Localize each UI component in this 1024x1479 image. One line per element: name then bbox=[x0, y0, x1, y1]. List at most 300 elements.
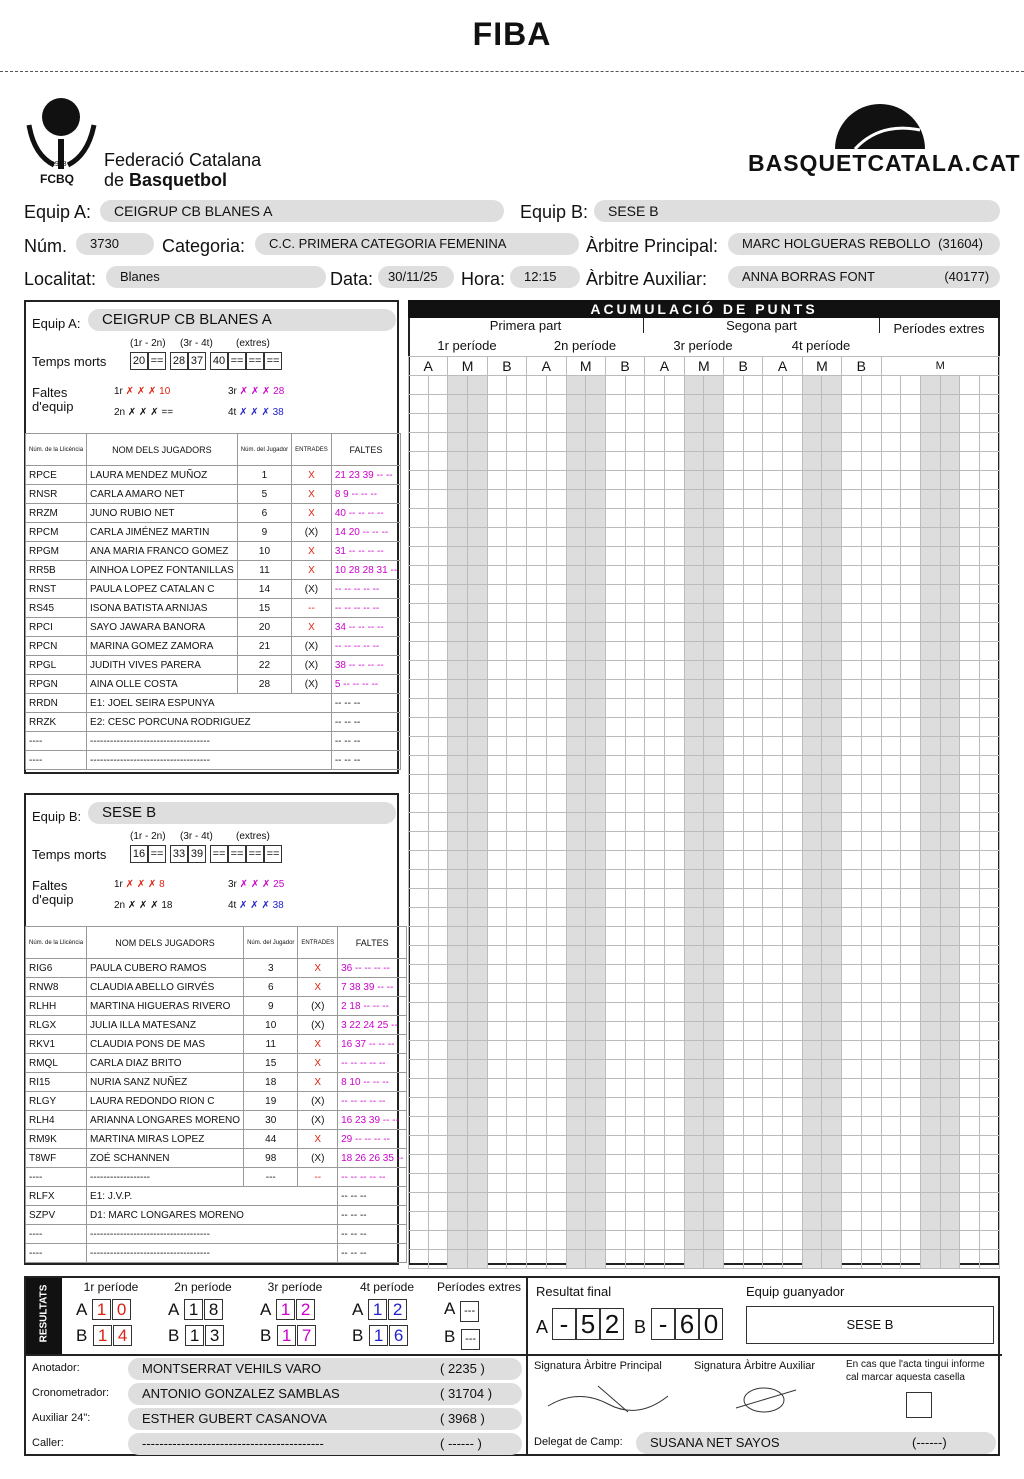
grid-cell bbox=[783, 490, 803, 509]
grid-cell bbox=[920, 756, 940, 775]
grid-cell bbox=[842, 718, 862, 737]
teamB-timeouts bbox=[130, 845, 282, 863]
grid-cell bbox=[566, 566, 586, 585]
grid-cell bbox=[822, 433, 842, 452]
grid-cell bbox=[763, 604, 783, 623]
grid-cell bbox=[664, 490, 684, 509]
grid-cell bbox=[605, 775, 625, 794]
grid-cell bbox=[881, 452, 901, 471]
equipA-field[interactable]: CEIGRUP CB BLANES A bbox=[100, 200, 504, 222]
grid-cell bbox=[586, 1060, 606, 1079]
grid-cell bbox=[920, 1098, 940, 1117]
grid-cell bbox=[448, 1155, 468, 1174]
grid-cell bbox=[901, 490, 921, 509]
grid-cell bbox=[527, 1022, 547, 1041]
grid-cell bbox=[743, 1250, 763, 1269]
grid-cell bbox=[409, 756, 429, 775]
aux-referee-field[interactable] bbox=[728, 266, 1000, 288]
grid-cell bbox=[625, 585, 645, 604]
date-field[interactable]: 30/11/25 bbox=[378, 266, 454, 288]
grid-row bbox=[409, 775, 1000, 794]
grid-cell bbox=[507, 699, 527, 718]
grid-cell bbox=[527, 1098, 547, 1117]
grid-cell bbox=[645, 813, 665, 832]
grid-cell bbox=[783, 870, 803, 889]
official-name-field[interactable]: ANTONIO GONZALEZ SAMBLAS ( 31704 ) bbox=[128, 1383, 522, 1405]
grid-cell bbox=[724, 737, 744, 756]
grid-cell bbox=[940, 452, 960, 471]
hour-field[interactable]: 12:15 bbox=[510, 266, 580, 288]
grid-cell bbox=[822, 1079, 842, 1098]
staff-fouls: -- -- -- bbox=[331, 751, 400, 770]
grid-cell bbox=[625, 927, 645, 946]
grid-cell bbox=[428, 832, 448, 851]
grid-cell bbox=[920, 433, 940, 452]
team-letter: A bbox=[76, 1300, 92, 1319]
grid-cell bbox=[664, 946, 684, 965]
grid-cell bbox=[802, 984, 822, 1003]
grid-cell bbox=[487, 1117, 507, 1136]
grid-cell bbox=[704, 908, 724, 927]
grid-cell bbox=[861, 585, 881, 604]
grid-cell bbox=[428, 661, 448, 680]
grid-cell bbox=[704, 813, 724, 832]
grid-cell bbox=[763, 927, 783, 946]
period-score-box: 2 bbox=[296, 1299, 315, 1320]
grid-cell bbox=[724, 604, 744, 623]
period-score-box: 1 bbox=[185, 1325, 204, 1346]
grid-cell bbox=[664, 376, 684, 395]
grid-cell bbox=[802, 699, 822, 718]
grid-cell bbox=[605, 414, 625, 433]
grid-cell bbox=[979, 604, 999, 623]
player-number: 1 bbox=[237, 466, 291, 485]
grid-cell bbox=[842, 604, 862, 623]
grid-cell bbox=[605, 547, 625, 566]
grid-cell bbox=[586, 490, 606, 509]
grid-cell bbox=[979, 870, 999, 889]
grid-cell bbox=[881, 851, 901, 870]
grid-cell bbox=[743, 395, 763, 414]
grid-cell bbox=[428, 376, 448, 395]
grid-cell bbox=[448, 813, 468, 832]
equipB-field[interactable]: SESE B bbox=[594, 200, 1000, 222]
grid-cell bbox=[861, 1136, 881, 1155]
grid-cell bbox=[428, 1174, 448, 1193]
grid-cell bbox=[822, 984, 842, 1003]
grid-cell bbox=[901, 1250, 921, 1269]
grid-cell bbox=[664, 984, 684, 1003]
grid-cell bbox=[645, 794, 665, 813]
grid-cell bbox=[842, 1098, 862, 1117]
grid-cell bbox=[783, 1250, 803, 1269]
player-row bbox=[26, 1111, 407, 1130]
staff-licence: RRZK bbox=[26, 713, 87, 732]
grid-cell bbox=[468, 965, 488, 984]
team-letter: B bbox=[444, 1327, 461, 1346]
grid-cell bbox=[802, 756, 822, 775]
grid-cell bbox=[940, 395, 960, 414]
player-row bbox=[26, 561, 401, 580]
grid-cell bbox=[783, 661, 803, 680]
grid-cell bbox=[940, 585, 960, 604]
grid-cell bbox=[783, 680, 803, 699]
timeout-box: == bbox=[148, 352, 166, 370]
player-entry: (X) bbox=[298, 1016, 338, 1035]
grid-cell bbox=[881, 946, 901, 965]
grid-cell bbox=[842, 1003, 862, 1022]
grid-cell bbox=[684, 585, 704, 604]
player-row bbox=[26, 1035, 407, 1054]
player-fouls: 7 38 39 -- -- bbox=[338, 978, 407, 997]
grid-cell bbox=[566, 699, 586, 718]
grid-cell bbox=[920, 737, 940, 756]
grid-cell bbox=[566, 756, 586, 775]
grid-cell bbox=[487, 870, 507, 889]
grid-cell bbox=[920, 661, 940, 680]
report-checkbox[interactable] bbox=[906, 1392, 932, 1418]
team-letter: A bbox=[444, 1299, 460, 1318]
grid-cell bbox=[527, 775, 547, 794]
grid-cell bbox=[566, 794, 586, 813]
grid-cell bbox=[586, 813, 606, 832]
team-letter: B bbox=[352, 1326, 369, 1345]
grid-cell bbox=[527, 1079, 547, 1098]
fed-line2a: de bbox=[104, 170, 130, 190]
grid-cell bbox=[704, 927, 724, 946]
grid-cell bbox=[822, 813, 842, 832]
grid-cell bbox=[625, 851, 645, 870]
grid-cell bbox=[409, 794, 429, 813]
grid-cell bbox=[507, 737, 527, 756]
grid-cell bbox=[468, 414, 488, 433]
teamB-panel bbox=[24, 793, 404, 1265]
grid-cell bbox=[468, 452, 488, 471]
grid-cell bbox=[861, 680, 881, 699]
grid-cell bbox=[664, 813, 684, 832]
grid-cell bbox=[842, 566, 862, 585]
grid-cell bbox=[842, 851, 862, 870]
delegate-field[interactable]: SUSANA NET SAYOS (------) bbox=[636, 1432, 996, 1454]
grid-cell bbox=[645, 642, 665, 661]
grid-cell bbox=[979, 490, 999, 509]
grid-cell bbox=[625, 1231, 645, 1250]
grid-cell bbox=[527, 1231, 547, 1250]
grid-cell bbox=[527, 1136, 547, 1155]
player-row bbox=[26, 978, 407, 997]
grid-row bbox=[409, 851, 1000, 870]
player-number: 9 bbox=[237, 523, 291, 542]
grid-cell bbox=[743, 604, 763, 623]
grid-cell bbox=[881, 756, 901, 775]
grid-cell bbox=[822, 737, 842, 756]
grid-cell bbox=[428, 965, 448, 984]
grid-cell bbox=[566, 908, 586, 927]
grid-cell bbox=[409, 1079, 429, 1098]
col-header: FALTES bbox=[338, 927, 407, 959]
player-name: MARINA GOMEZ ZAMORA bbox=[87, 637, 238, 656]
grid-cell bbox=[428, 1098, 448, 1117]
player-name: ANA MARIA FRANCO GOMEZ bbox=[87, 542, 238, 561]
grid-cell bbox=[566, 1231, 586, 1250]
grid-cell bbox=[527, 851, 547, 870]
grid-cell bbox=[684, 1022, 704, 1041]
grid-cell bbox=[920, 680, 940, 699]
grid-cell bbox=[625, 661, 645, 680]
grid-cell bbox=[645, 1231, 665, 1250]
grid-cell bbox=[940, 1155, 960, 1174]
game-number-field[interactable]: 3730 bbox=[76, 233, 154, 255]
grid-cell bbox=[842, 1231, 862, 1250]
grid-cell bbox=[881, 566, 901, 585]
grid-cell bbox=[468, 490, 488, 509]
player-licence: RPCM bbox=[26, 523, 87, 542]
grid-cell bbox=[763, 661, 783, 680]
player-name: ZOÉ SCHANNEN bbox=[87, 1149, 244, 1168]
grid-cell bbox=[409, 471, 429, 490]
grid-cell bbox=[704, 1003, 724, 1022]
grid-cell bbox=[901, 623, 921, 642]
grid-row bbox=[409, 813, 1000, 832]
grid-cell bbox=[684, 490, 704, 509]
grid-cell bbox=[763, 1250, 783, 1269]
grid-cell bbox=[881, 395, 901, 414]
grid-cell bbox=[822, 889, 842, 908]
grid-cell bbox=[487, 1155, 507, 1174]
grid-cell bbox=[507, 889, 527, 908]
grid-row bbox=[409, 1155, 1000, 1174]
grid-cell bbox=[842, 1079, 862, 1098]
grid-cell bbox=[527, 490, 547, 509]
player-licence: RNW8 bbox=[26, 978, 87, 997]
official-role: Cronometrador: bbox=[32, 1387, 110, 1399]
grid-cell bbox=[724, 1250, 744, 1269]
grid-cell bbox=[842, 376, 862, 395]
grid-cell bbox=[566, 661, 586, 680]
official-name-field[interactable]: MONTSERRAT VEHILS VARO ( 2235 ) bbox=[128, 1358, 522, 1380]
grid-cell bbox=[546, 699, 566, 718]
grid-cell bbox=[546, 414, 566, 433]
grid-cell bbox=[861, 1041, 881, 1060]
grid-cell bbox=[704, 737, 724, 756]
grid-cell bbox=[783, 699, 803, 718]
grid-cell bbox=[645, 889, 665, 908]
grid-cell bbox=[487, 395, 507, 414]
grid-cell bbox=[468, 566, 488, 585]
grid-cell bbox=[625, 623, 645, 642]
player-entry: (X) bbox=[298, 1149, 338, 1168]
grid-cell bbox=[487, 661, 507, 680]
grid-cell bbox=[527, 870, 547, 889]
grid-cell bbox=[586, 718, 606, 737]
grid-cell bbox=[428, 1155, 448, 1174]
grid-cell bbox=[507, 452, 527, 471]
grid-cell bbox=[684, 851, 704, 870]
grid-cell bbox=[783, 376, 803, 395]
grid-cell bbox=[409, 889, 429, 908]
grid-cell bbox=[842, 1117, 862, 1136]
grid-cell bbox=[940, 794, 960, 813]
grid-cell bbox=[487, 1231, 507, 1250]
grid-cell bbox=[586, 604, 606, 623]
player-fouls: -- -- -- -- -- bbox=[338, 1092, 407, 1111]
grid-cell bbox=[645, 851, 665, 870]
category-field[interactable]: C.C. PRIMERA CATEGORIA FEMENINA bbox=[255, 233, 579, 255]
player-entry: -- bbox=[298, 1168, 338, 1187]
player-fouls: 8 9 -- -- -- bbox=[331, 485, 400, 504]
grid-cell bbox=[664, 414, 684, 433]
grid-cell bbox=[881, 623, 901, 642]
period-score-B bbox=[66, 1325, 156, 1346]
grid-cell bbox=[822, 395, 842, 414]
grid-cell bbox=[842, 946, 862, 965]
period-score-A bbox=[66, 1299, 156, 1320]
grid-cell bbox=[802, 832, 822, 851]
grid-cell bbox=[566, 1250, 586, 1269]
timeout-box: == bbox=[246, 352, 264, 370]
grid-cell bbox=[566, 1193, 586, 1212]
grid-cell bbox=[428, 566, 448, 585]
player-row bbox=[26, 599, 401, 618]
grid-col-label: A bbox=[763, 357, 802, 376]
teamB-label: Equip B: bbox=[32, 809, 82, 824]
grid-cell bbox=[428, 718, 448, 737]
grid-cell bbox=[724, 984, 744, 1003]
grid-cell bbox=[802, 870, 822, 889]
grid-cell bbox=[960, 585, 980, 604]
locality-field[interactable]: Blanes bbox=[106, 266, 326, 288]
grid-cell bbox=[940, 832, 960, 851]
grid-cell bbox=[487, 1098, 507, 1117]
grid-cell bbox=[546, 718, 566, 737]
grid-cell bbox=[743, 889, 763, 908]
player-fouls: 36 -- -- -- -- bbox=[338, 959, 407, 978]
winner-field[interactable]: SESE B bbox=[746, 1306, 994, 1344]
grid-cell bbox=[409, 1212, 429, 1231]
grid-cell bbox=[448, 585, 468, 604]
grid-cell bbox=[546, 908, 566, 927]
grid-cell bbox=[409, 1022, 429, 1041]
grid-cell bbox=[645, 680, 665, 699]
referee-field[interactable] bbox=[728, 233, 1000, 255]
grid-cell bbox=[920, 528, 940, 547]
grid-cell bbox=[605, 604, 625, 623]
grid-cell bbox=[743, 642, 763, 661]
grid-cell bbox=[979, 585, 999, 604]
grid-cell bbox=[901, 1212, 921, 1231]
staff-row bbox=[26, 1225, 407, 1244]
grid-cell bbox=[507, 1231, 527, 1250]
q34-label: (3r - 4t) bbox=[180, 338, 213, 349]
grid-cell bbox=[625, 509, 645, 528]
grid-cell bbox=[802, 1250, 822, 1269]
grid-cell bbox=[684, 566, 704, 585]
grid-cell bbox=[743, 680, 763, 699]
grid-cell bbox=[979, 661, 999, 680]
grid-cell bbox=[704, 794, 724, 813]
grid-cell bbox=[881, 1193, 901, 1212]
grid-cell bbox=[468, 775, 488, 794]
grid-cell bbox=[783, 1098, 803, 1117]
grid-cell bbox=[920, 927, 940, 946]
grid-col-label: M bbox=[566, 357, 605, 376]
col-header: NOM DELS JUGADORS bbox=[87, 434, 238, 466]
grid-cell bbox=[487, 984, 507, 1003]
grid-cell bbox=[625, 1098, 645, 1117]
grid-row bbox=[409, 528, 1000, 547]
grid-cell bbox=[507, 680, 527, 699]
grid-cell bbox=[468, 737, 488, 756]
grid-cell bbox=[448, 889, 468, 908]
grid-cell bbox=[861, 471, 881, 490]
player-licence: RPCN bbox=[26, 637, 87, 656]
grid-cell bbox=[763, 908, 783, 927]
grid-cell bbox=[920, 509, 940, 528]
player-entry: X bbox=[292, 561, 332, 580]
grid-cell bbox=[920, 1231, 940, 1250]
grid-cell bbox=[940, 1231, 960, 1250]
staff-row bbox=[26, 694, 401, 713]
grid-cell bbox=[448, 623, 468, 642]
running-score-grid bbox=[408, 356, 1000, 1269]
teamB-fouls-q4: 4t ✗ ✗ ✗ 38 bbox=[228, 900, 284, 911]
grid-cell bbox=[684, 775, 704, 794]
grid-cell bbox=[664, 509, 684, 528]
grid-cell bbox=[625, 813, 645, 832]
grid-cell bbox=[428, 585, 448, 604]
grid-cell bbox=[842, 1174, 862, 1193]
grid-cell bbox=[625, 490, 645, 509]
grid-cell bbox=[645, 490, 665, 509]
grid-cell bbox=[743, 661, 763, 680]
grid-cell bbox=[743, 756, 763, 775]
grid-cell bbox=[468, 1193, 488, 1212]
grid-cell bbox=[409, 642, 429, 661]
grid-cell bbox=[645, 908, 665, 927]
player-licence: T8WF bbox=[26, 1149, 87, 1168]
grid-cell bbox=[901, 813, 921, 832]
grid-cell bbox=[861, 965, 881, 984]
grid-cell bbox=[822, 376, 842, 395]
grid-cell bbox=[409, 414, 429, 433]
grid-cell bbox=[842, 1250, 862, 1269]
grid-cell bbox=[881, 433, 901, 452]
grid-cell bbox=[428, 1193, 448, 1212]
period-score-A bbox=[342, 1299, 432, 1320]
grid-cell bbox=[881, 1136, 901, 1155]
grid-cell bbox=[428, 699, 448, 718]
grid-cell bbox=[625, 946, 645, 965]
grid-cell bbox=[487, 965, 507, 984]
grid-cell bbox=[979, 1136, 999, 1155]
grid-cell bbox=[763, 1212, 783, 1231]
grid-cell bbox=[448, 927, 468, 946]
grid-cell bbox=[724, 718, 744, 737]
player-licence: RPGL bbox=[26, 656, 87, 675]
grid-cell bbox=[763, 794, 783, 813]
player-entry: X bbox=[298, 1054, 338, 1073]
grid-cell bbox=[940, 1136, 960, 1155]
player-row bbox=[26, 1130, 407, 1149]
grid-cell bbox=[468, 813, 488, 832]
grid-cell bbox=[448, 1212, 468, 1231]
official-name-field[interactable]: ------------------------------------------ ( ------ ) bbox=[128, 1433, 522, 1455]
grid-cell bbox=[822, 471, 842, 490]
grid-cell bbox=[783, 1079, 803, 1098]
grid-cell bbox=[763, 1117, 783, 1136]
official-name-field[interactable]: ESTHER GUBERT CASANOVA ( 3968 ) bbox=[128, 1408, 522, 1430]
grid-row bbox=[409, 1250, 1000, 1269]
